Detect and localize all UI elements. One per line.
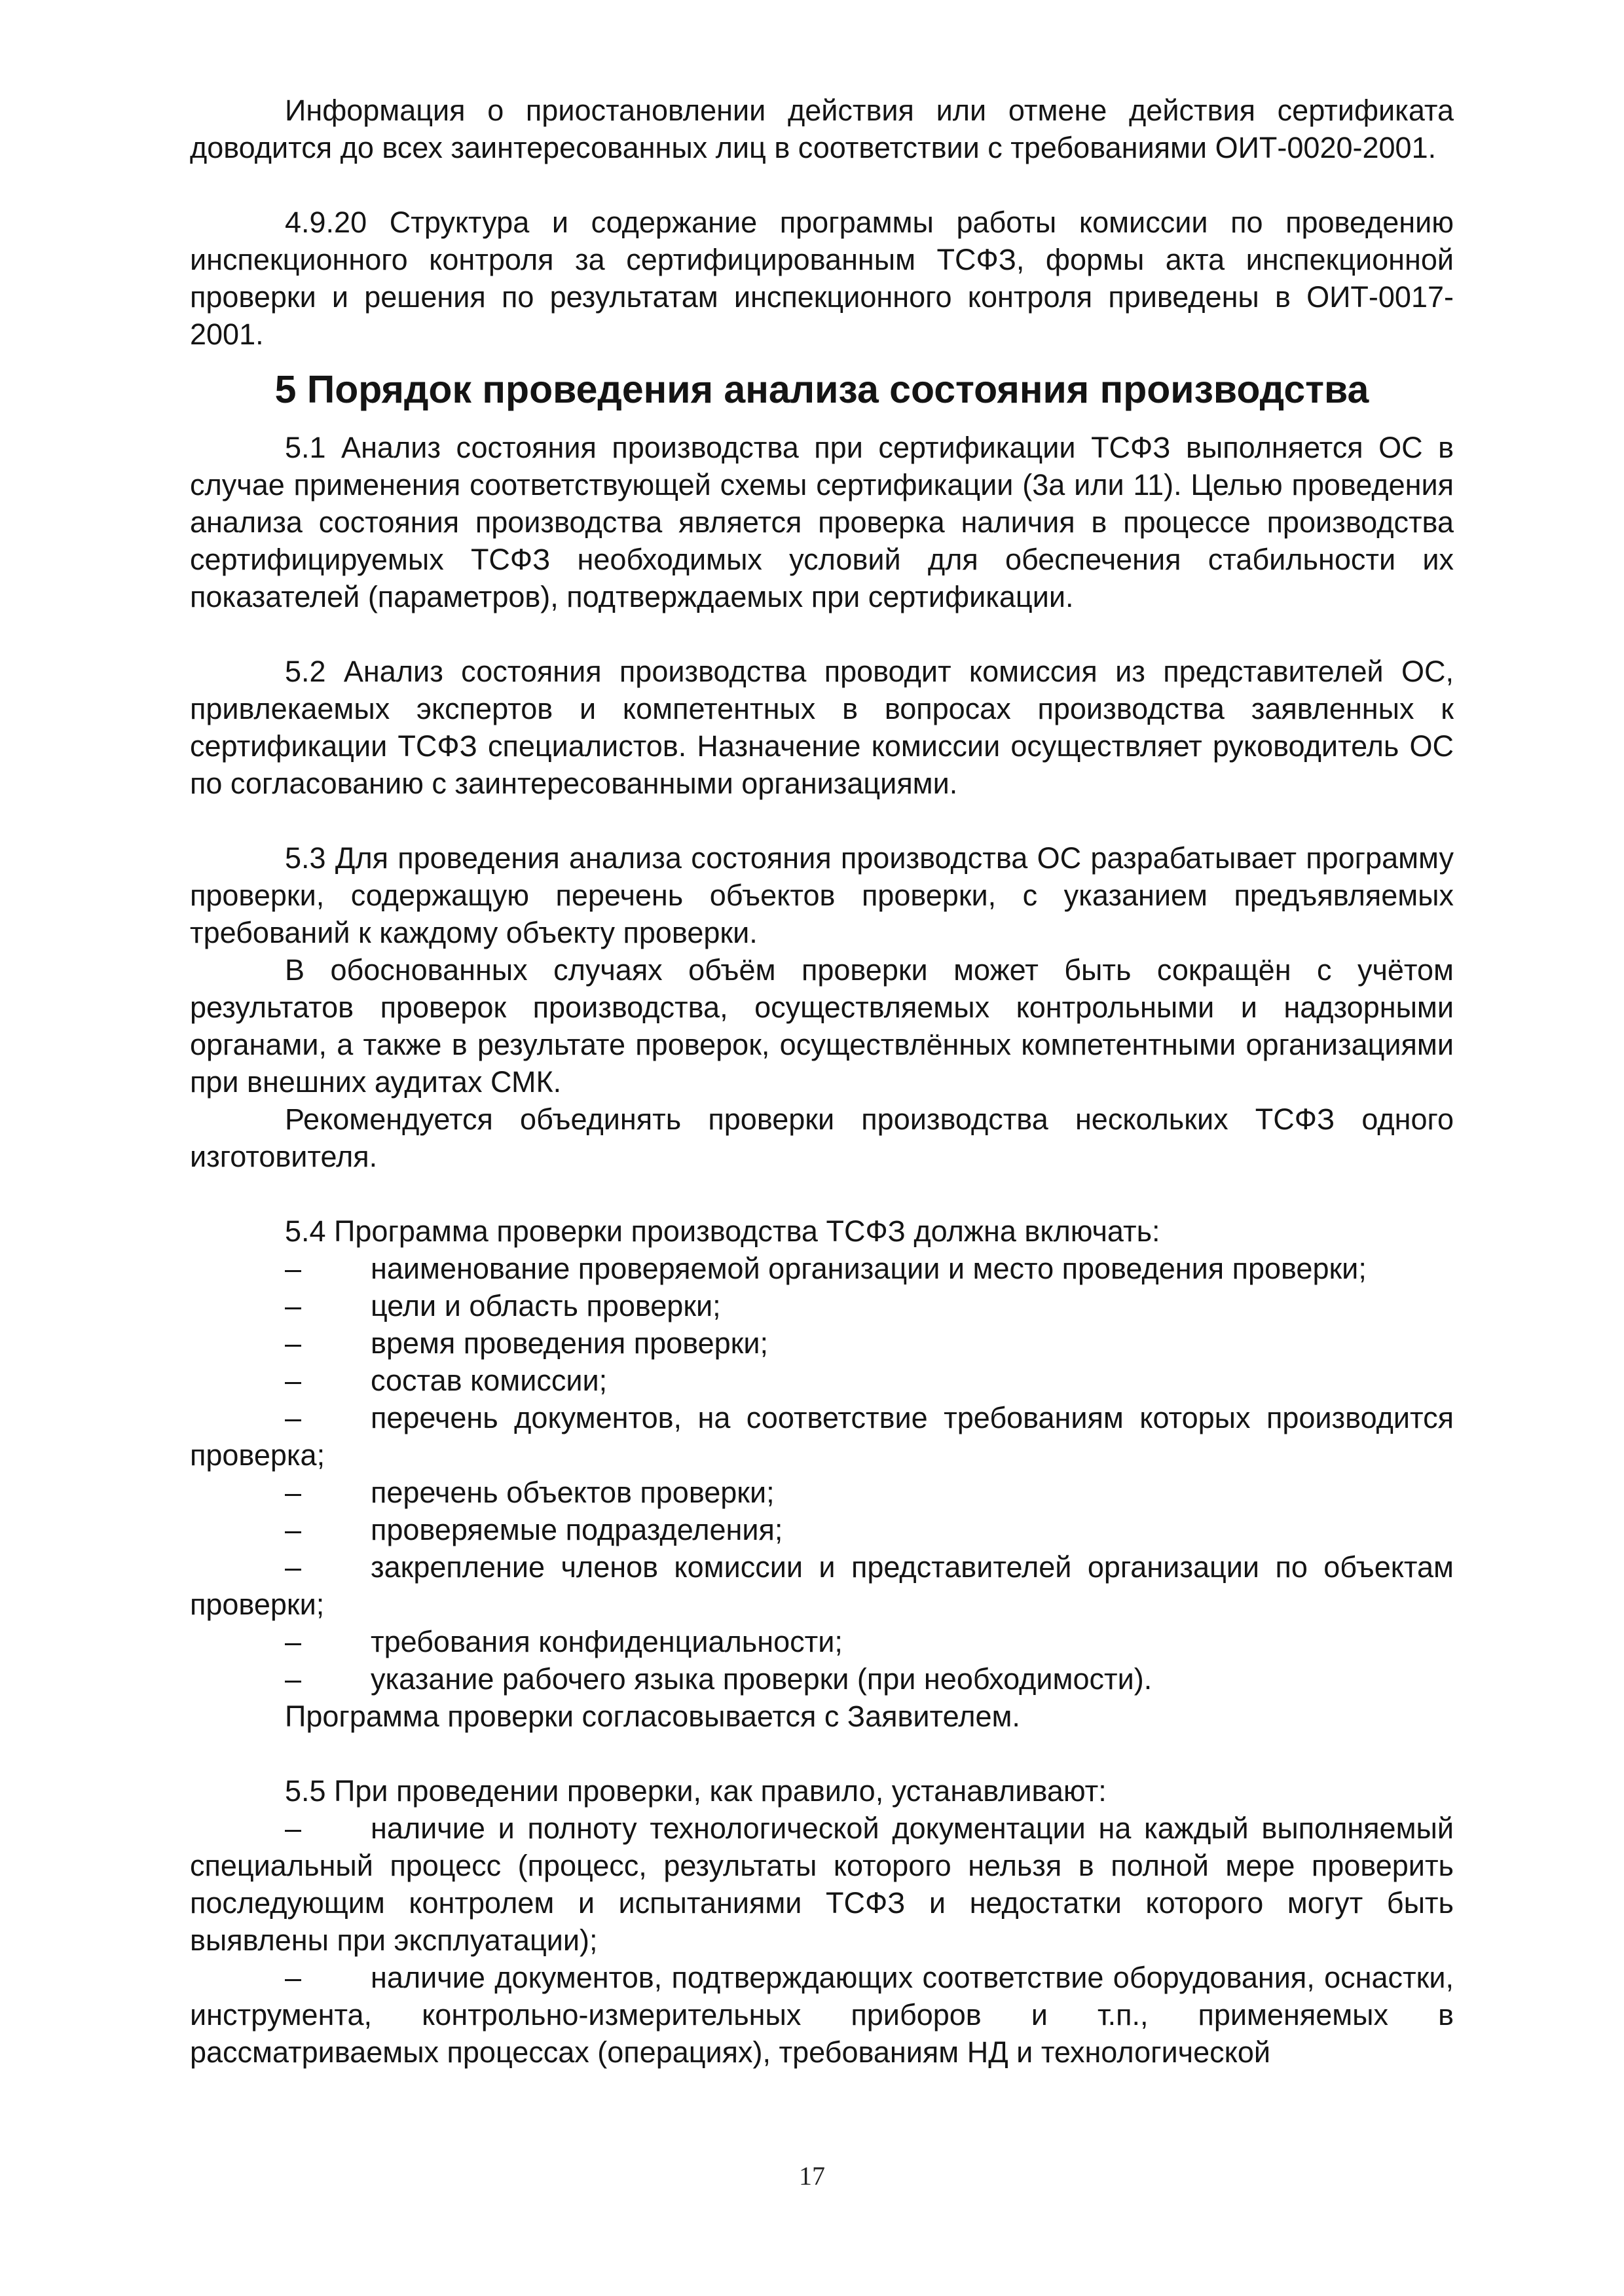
list-item-text: состав комиссии; — [371, 1364, 608, 1397]
list-dash: – — [285, 1625, 302, 1658]
list-item-text: требования конфиденциальности; — [371, 1625, 843, 1658]
list-dash: – — [285, 1252, 302, 1285]
list-item — [190, 1810, 1454, 1959]
paragraph-5-4-intro: 5.4 Программа проверки производства ТСФЗ должна включать: — [285, 1214, 1160, 1248]
list-item — [190, 1362, 1454, 1399]
paragraph-5-3: 5.3 Для проведения анализа состояния производства ОС разрабатывает программу проверки, содержащую перечень объектов проверки, с указанием предъявляемых требований к каждому объекту проверки. — [190, 841, 1454, 949]
list-item — [190, 1959, 1454, 2071]
list-item — [190, 1511, 1454, 1548]
list-item-text: указание рабочего языка проверки (при необходимости). — [371, 1662, 1153, 1696]
list-item — [190, 1287, 1454, 1324]
list-item-text: цели и область проверки; — [371, 1289, 721, 1322]
paragraph-certificate-info: Информация о приостановлении действия или отмене действия сертификата доводится до всех заинтересованных лиц в соответствии с требованиями ОИТ-0020-2001. — [190, 94, 1454, 164]
list-dash: – — [285, 1812, 302, 1845]
list-item — [190, 1324, 1454, 1362]
inspection-list — [190, 1810, 1454, 2071]
list-item-text: перечень документов, на соответствие требованиям которых производится — [371, 1401, 1454, 1434]
list-item-text: закрепление членов комиссии и представителей организации по объектам — [371, 1550, 1454, 1584]
list-dash: – — [285, 1662, 302, 1696]
paragraph-5-3-recommendation: Рекомендуется объединять проверки производства нескольких ТСФЗ одного изготовителя. — [190, 1102, 1454, 1173]
document-page — [190, 92, 1454, 2071]
list-dash: – — [285, 1289, 302, 1322]
program-list — [190, 1250, 1454, 1698]
list-dash: – — [285, 1326, 302, 1360]
list-item-text-continued: проверка; — [190, 1438, 325, 1472]
paragraph-5-5-intro: 5.5 При проведении проверки, как правило, устанавливают: — [285, 1774, 1107, 1808]
list-item-text: проверяемые подразделения; — [371, 1513, 783, 1546]
list-item — [190, 1474, 1454, 1511]
list-item-text: наличие и полноту технологической документации на каждый выполняемый специальный процесс (процесс, результаты которого нельзя в полной мере проверить последующим контролем и испытаниями ТСФЗ и недостатки которого могут быть выявлены при эксплуатации); — [190, 1812, 1454, 1957]
list-item — [190, 1399, 1454, 1474]
paragraph-5-4-outro: Программа проверки согласовывается с Заявителем. — [285, 1700, 1020, 1733]
list-dash: – — [285, 1401, 302, 1434]
list-item — [190, 1250, 1454, 1287]
list-dash: – — [285, 1550, 302, 1584]
list-item-text: перечень объектов проверки; — [371, 1476, 775, 1509]
list-dash: – — [285, 1476, 302, 1509]
list-item-text: наименование проверяемой организации и место проведения проверки; — [371, 1252, 1367, 1285]
list-item-text: время проведения проверки; — [371, 1326, 768, 1360]
paragraph-5-1: 5.1 Анализ состояния производства при сертификации ТСФЗ выполняется ОС в случае применения соответствующей схемы сертификации (3а или 11). Целью проведения анализа состояния производства является проверка наличия в процессе производства сертифицируемых ТСФЗ необходимых условий для обеспечения стабильности их показателей (параметров), подтверждаемых при сертификации. — [190, 431, 1454, 613]
list-dash: – — [285, 1364, 302, 1397]
page-number: 17 — [799, 2161, 825, 2191]
list-item — [190, 1623, 1454, 1660]
list-item-text-continued: проверки; — [190, 1588, 325, 1621]
section-title: 5 Порядок проведения анализа состояния производства — [274, 368, 1369, 411]
list-item — [190, 1660, 1454, 1698]
paragraph-4-9-20: 4.9.20 Структура и содержание программы работы комиссии по проведению инспекционного контроля за сертифицированным ТСФЗ, формы акта инспекционной проверки и решения по результатам инспекционного контроля приведены в ОИТ-0017-2001. — [190, 206, 1454, 351]
list-dash: – — [285, 1513, 302, 1546]
paragraph-5-2: 5.2 Анализ состояния производства проводит комиссия из представителей ОС, привлекаемых экспертов и компетентных в вопросах производства заявленных к сертификации ТСФЗ специалистов. Назначение комиссии осуществляет руководитель ОС по согласованию с заинтересованными организациями. — [190, 655, 1454, 800]
list-dash: – — [285, 1961, 302, 1994]
paragraph-5-3-scope: В обоснованных случаях объём проверки может быть сокращён с учётом результатов проверок производства, осуществляемых контрольными и надзорными органами, а также в результате проверок, осуществлённых компетентными организациями при внешних аудитах СМК. — [190, 953, 1454, 1099]
list-item-text: наличие документов, подтверждающих соответствие оборудования, оснастки, инструмента, контрольно-измерительных приборов и т.п., применяемых в рассматриваемых процессах (операциях), требованиям НД и технологической — [190, 1961, 1454, 2069]
list-item — [190, 1548, 1454, 1623]
